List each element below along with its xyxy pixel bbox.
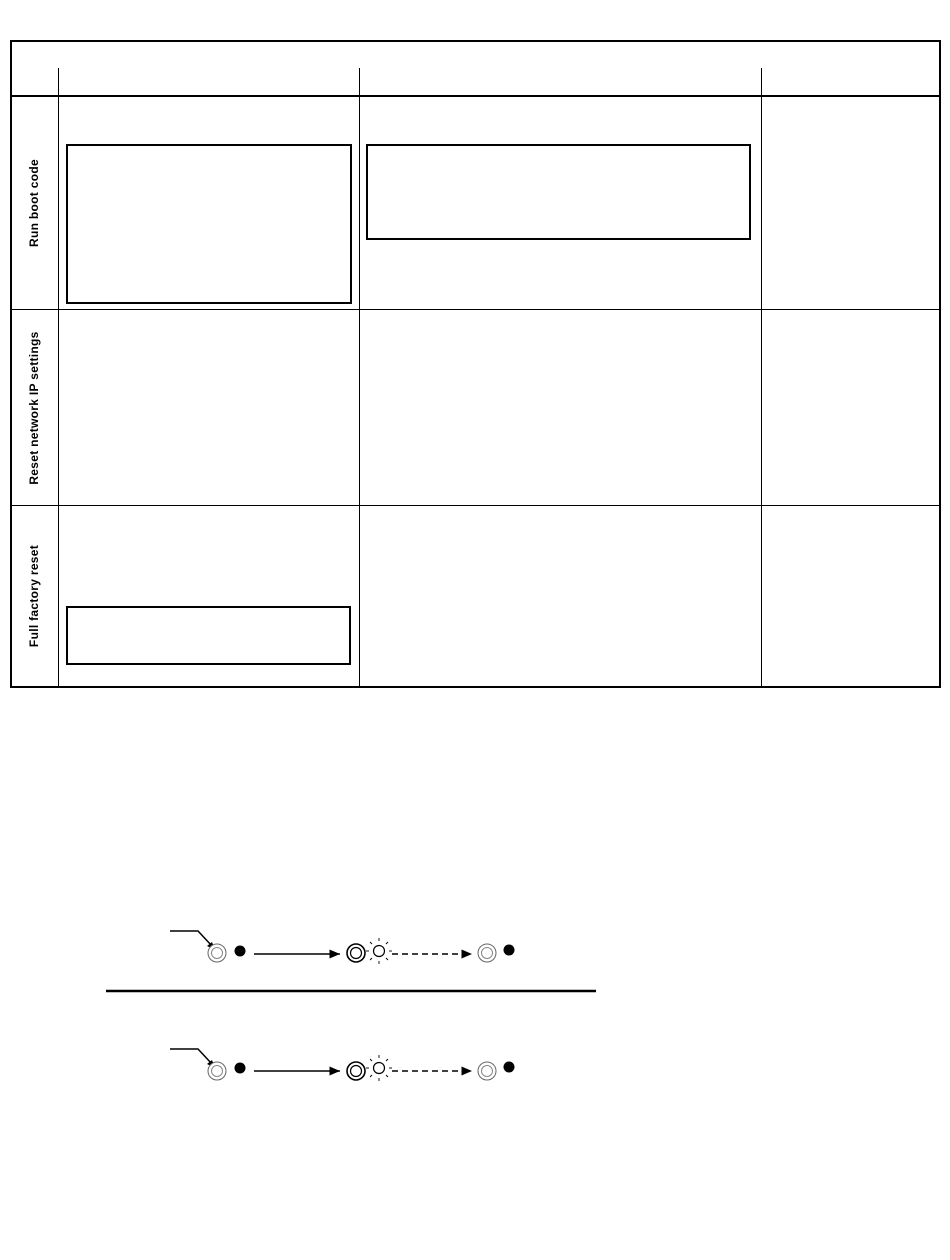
led-off-icon bbox=[504, 945, 515, 956]
led-blinking-icon bbox=[366, 938, 392, 964]
row-label-run-boot-code: Run boot code bbox=[27, 159, 41, 247]
button-icon bbox=[208, 944, 226, 962]
led-off-icon bbox=[235, 1063, 246, 1074]
button-icon bbox=[478, 944, 496, 962]
led-off-icon bbox=[235, 946, 246, 957]
button-pressed-icon bbox=[347, 1062, 365, 1080]
pointer-arrow-icon bbox=[170, 931, 215, 950]
button-icon bbox=[478, 1062, 496, 1080]
row-label-full-factory-reset: Full factory reset bbox=[27, 544, 41, 648]
button-icon bbox=[208, 1062, 226, 1080]
pointer-arrow-icon bbox=[170, 1049, 215, 1068]
led-blinking-icon bbox=[366, 1055, 392, 1081]
row-label-reset-network-ip: Reset network IP settings bbox=[27, 331, 41, 485]
sequence-1 bbox=[170, 931, 515, 964]
sequence-2 bbox=[170, 1049, 515, 1081]
led-off-icon bbox=[504, 1062, 515, 1073]
button-pressed-icon bbox=[347, 944, 365, 962]
